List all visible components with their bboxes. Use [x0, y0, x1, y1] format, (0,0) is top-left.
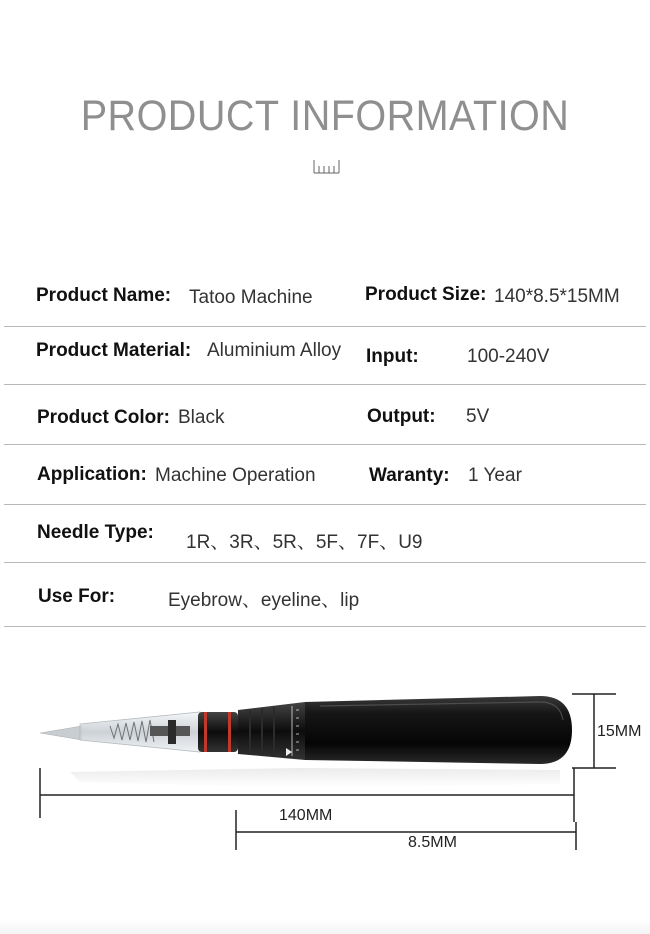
needle-type-value: 1R、3R、5R、5F、7F、U9 — [186, 532, 423, 553]
product-material-value: Aluminium Alloy — [207, 340, 342, 361]
divider — [4, 504, 646, 505]
pen-reflection — [70, 768, 560, 788]
warranty-label: Waranty: — [369, 465, 450, 486]
needle-tip — [40, 726, 82, 740]
product-name-value: Tatoo Machine — [189, 287, 313, 308]
product-name-label: Product Name: — [36, 285, 172, 306]
height-dimension-label: 15MM — [597, 723, 642, 740]
product-size-label: Product Size: — [365, 284, 487, 305]
divider — [4, 326, 646, 327]
pen-illustration — [0, 660, 650, 890]
warranty-value: 1 Year — [468, 465, 522, 486]
product-color-value: Black — [178, 407, 225, 428]
divider — [4, 562, 646, 563]
product-material-label: Product Material: — [36, 340, 192, 361]
output-value: 5V — [466, 406, 490, 427]
ruler-icon — [313, 158, 341, 174]
output-label: Output: — [367, 406, 436, 427]
needle-type-label: Needle Type: — [37, 522, 154, 543]
divider — [4, 384, 646, 385]
divider — [4, 444, 646, 445]
application-label: Application: — [37, 464, 147, 485]
input-value: 100-240V — [467, 346, 550, 367]
use-for-label: Use For: — [38, 586, 116, 607]
use-for-value: Eyebrow、eyeline、lip — [168, 590, 360, 611]
pen-body — [305, 696, 572, 764]
diameter-dimension-label: 8.5MM — [408, 834, 457, 851]
bottom-fade — [0, 920, 650, 934]
length-dimension-label: 140MM — [279, 807, 333, 824]
application-value: Machine Operation — [155, 465, 316, 486]
divider — [4, 626, 646, 627]
input-label: Input: — [366, 346, 419, 367]
product-color-label: Product Color: — [37, 407, 170, 428]
pen-grip — [238, 702, 305, 760]
page-title: PRODUCT INFORMATION — [80, 92, 570, 140]
product-size-value: 140*8.5*15MM — [494, 286, 620, 307]
